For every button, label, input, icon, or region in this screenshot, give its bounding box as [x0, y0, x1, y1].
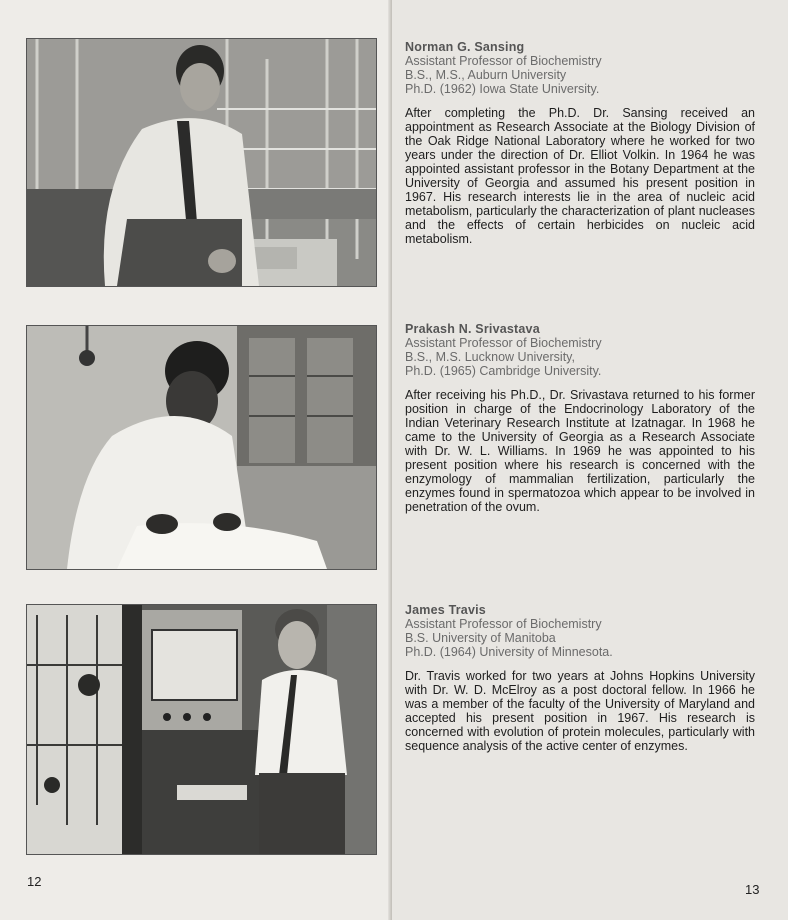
photo-travis: [26, 604, 377, 855]
profile-bio: After receiving his Ph.D., Dr. Srivastava returned to his former position in charge of the Endocrinology Laboratory of the Indian Veterinary Research Institute at Izatnagar. In 1968 he came to the University of Georgia as a Research Associate with Dr. W. L. Williams. In 1969 he was appointed to his present position where his research is concerned with the enzymology of mammalian fertilization, particularly the enzymes found in spermatozoa which appear to be involved in penetration of the ovum.: [405, 388, 755, 514]
profile-degree: Ph.D. (1964) University of Minnesota.: [405, 645, 613, 659]
profile-travis: [405, 603, 755, 753]
profile-bio: After completing the Ph.D. Dr. Sansing received an appointment as Research Associate at the Biology Division of the Oak Ridge National Laboratory where he worked for two years under the direction of Dr. Elliot Volkin. In 1964 he was appointed assistant professor in the Botany Department at the University of Georgia and assumed his present position in 1967. His research interests lie in the area of nucleic acid metabolism, particularly the characterization of plant nucleases and the effects of certain herbicides on nucleic acid metabolism.: [405, 106, 755, 246]
profile-title: Assistant Professor of Biochemistry: [405, 336, 602, 350]
photo-srivastava: [26, 325, 377, 570]
profile-title: Assistant Professor of Biochemistry: [405, 54, 602, 68]
profile-degree: B.S., M.S., Auburn University: [405, 68, 567, 82]
profile-title: Assistant Professor of Biochemistry: [405, 617, 602, 631]
profile-degree: Ph.D. (1962) Iowa State University.: [405, 82, 600, 96]
profile-name: James Travis: [405, 603, 486, 617]
page-number-right: 13: [745, 882, 760, 897]
profile-degree: B.S. University of Manitoba: [405, 631, 556, 645]
profile-srivastava: [405, 322, 755, 514]
profile-sansing: [405, 40, 755, 246]
page-number-left: 12: [27, 874, 42, 889]
photo-sansing: [26, 38, 377, 287]
profile-bio: Dr. Travis worked for two years at Johns Hopkins University with Dr. W. D. McElroy as a post doctoral fellow. In 1966 he was a member of the faculty of the University of Maryland and accepted his present position in 1967. His research is concerned with evolution of protein molecules, particularly with sequence analysis of the active center of enzymes.: [405, 669, 755, 753]
profile-name: Norman G. Sansing: [405, 40, 525, 54]
profile-name: Prakash N. Srivastava: [405, 322, 540, 336]
profile-degree: Ph.D. (1965) Cambridge University.: [405, 364, 602, 378]
profile-degree: B.S., M.S. Lucknow University,: [405, 350, 575, 364]
left-page: [0, 0, 391, 920]
